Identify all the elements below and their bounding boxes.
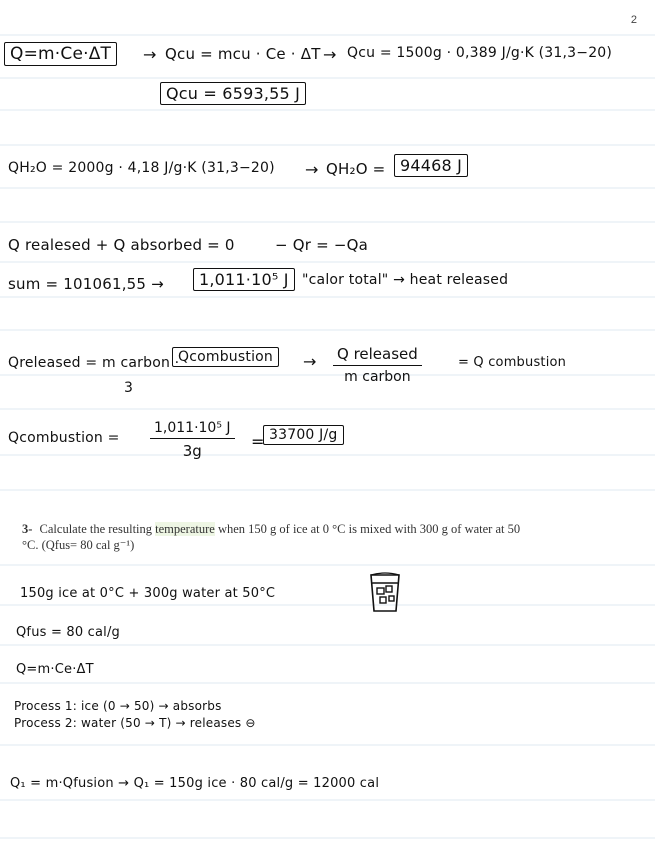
problem-statement — [22, 521, 522, 553]
fraction-numerator: Q released — [333, 345, 422, 366]
sum-label: sum = 101061,55 → — [8, 275, 164, 293]
q-released-label: Qreleased = m carbon · — [8, 355, 180, 371]
q-cu-result-box: Qcu = 6593,55 J — [160, 82, 306, 105]
problem-text-rest: when 150 g of ice at 0 °C is mixed with 300 g of water at 50 °C. (Qfus= 80 cal g⁻¹) — [22, 522, 521, 552]
q-cu-formula: Qcu = mcu · Ce · ΔT — [165, 45, 321, 63]
arrow: → — [305, 160, 319, 179]
heat-formula: Q=m·Ce·ΔT — [16, 662, 94, 677]
q-combustion-label: Qcombustion = — [8, 430, 120, 446]
ice-water-cup-icon — [368, 571, 402, 613]
heat-formula-box: Q=m·Ce·ΔT — [4, 42, 117, 66]
problem-setup: 150g ice at 0°C + 300g water at 50°C — [20, 586, 276, 601]
equals-sign: = — [251, 432, 265, 451]
arrow: → — [143, 45, 157, 64]
carbon-mass-note: 3 — [124, 380, 134, 396]
fraction-denominator: m carbon — [344, 369, 411, 385]
q-combustion-box: Qcombustion — [172, 347, 279, 367]
combustion-result-box: 33700 J/g — [263, 425, 344, 445]
fraction-numerator: 1,011·10⁵ J — [150, 420, 235, 439]
arrow: → — [323, 45, 337, 64]
q1-calculation: Q₁ = m·Qfusion → Q₁ = 150g ice · 80 cal/g = 12000 cal — [10, 776, 380, 791]
equals-q-combustion: = Q combustion — [458, 355, 567, 370]
highlighted-word: temperature — [155, 522, 215, 536]
energy-balance-alt: − Qr = −Qa — [275, 236, 368, 254]
q-h2o-expression: QH₂O = 2000g · 4,18 J/g·K (31,3−20) — [8, 160, 275, 176]
process-2: Process 2: water (50 → T) → releases ⊖ — [14, 716, 256, 730]
q-cu-substitution: Qcu = 1500g · 0,389 J/g·K (31,3−20) — [347, 45, 613, 61]
arrow: → — [303, 352, 317, 371]
problem-text-start: Calculate the resulting — [39, 522, 153, 536]
q-h2o-result-box: 94468 J — [394, 154, 468, 177]
page-number: 2 — [630, 14, 637, 26]
sum-result-box: 1,011·10⁵ J — [193, 268, 295, 291]
energy-balance: Q realesed + Q absorbed = 0 — [8, 236, 235, 254]
q-fusion-value: Qfus = 80 cal/g — [16, 625, 121, 640]
q-h2o-label: QH₂O = — [326, 160, 386, 178]
process-1: Process 1: ice (0 → 50) → absorbs — [14, 699, 222, 713]
sum-note: "calor total" → heat released — [302, 272, 509, 288]
problem-number: 3- — [22, 522, 33, 536]
fraction-denominator: 3g — [182, 442, 202, 460]
